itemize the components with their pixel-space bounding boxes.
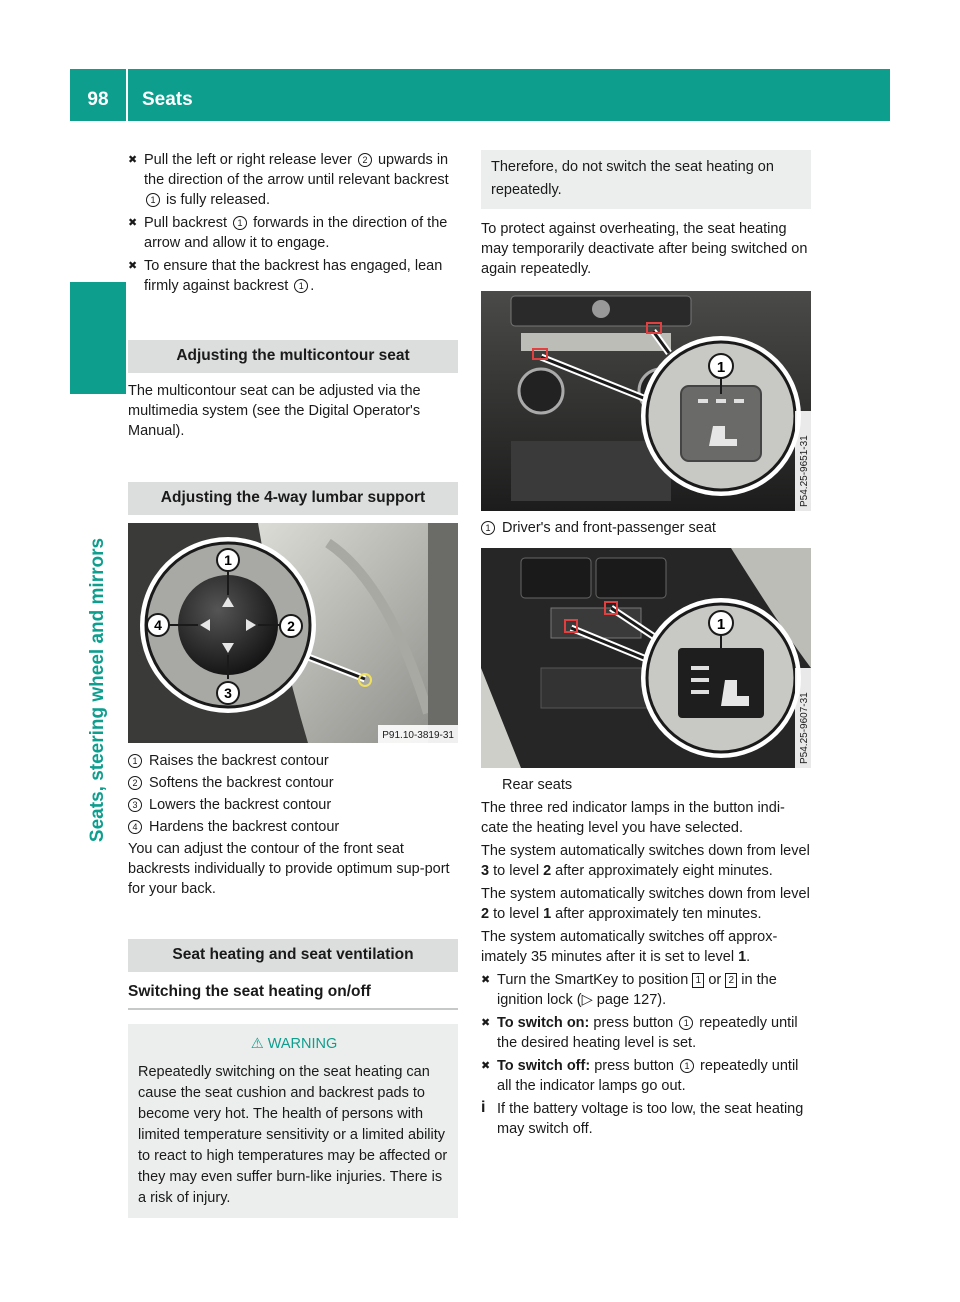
- section-sidebar-title: Seats, steering wheel and mirrors: [87, 537, 108, 843]
- header-divider: [126, 69, 128, 121]
- section-heading-lumbar: Adjusting the 4-way lumbar support: [128, 482, 458, 515]
- instruction-step: ✖ To switch off: press button 1 repeatedly until all the indicator lamps go out.: [481, 1058, 799, 1094]
- subheading-heating: Switching the seat heating on/off: [128, 982, 458, 1010]
- legend-item: 3 Lowers the backrest contour: [128, 795, 458, 815]
- instruction-step: ✖ To ensure that the backrest has engaged, lean firmly against backrest 1 .: [128, 258, 443, 294]
- warning-triangle-icon: ⚠: [250, 1036, 268, 1052]
- callout-1: 1: [233, 216, 247, 230]
- callout-label-1: 1: [224, 552, 232, 568]
- instruction-step: ✖ Turn the SmartKey to position 1 or 2 in the ignition lock (▷ page 127).: [481, 972, 777, 1008]
- instruction-step: ✖ To switch on: press button 1 repeatedly until the desired heating level is set.: [481, 1015, 798, 1051]
- step-arrow-icon: ✖: [481, 1017, 491, 1029]
- front-seat-heating-photo: [481, 291, 811, 511]
- page-number: 98: [87, 89, 109, 110]
- warning-box: [128, 1024, 458, 1218]
- step-arrow-icon: ✖: [128, 260, 138, 272]
- page-title: Seats: [142, 89, 193, 110]
- right-column: [481, 150, 811, 1142]
- callout-label-2: 2: [287, 618, 295, 634]
- legend-item: 1 Driver's and front-passenger seat: [481, 518, 811, 538]
- info-note: i If the battery voltage is too low, the seat heating may switch off.: [481, 1099, 804, 1137]
- step-arrow-icon: ✖: [128, 217, 138, 229]
- key-position-2: 2: [725, 973, 737, 988]
- callout-label-3: 3: [224, 685, 232, 701]
- section-heading-heating: Seat heating and seat ventilation: [128, 939, 458, 972]
- left-column: [128, 150, 458, 1218]
- lumbar-support-photo: [128, 523, 458, 743]
- callout-1: 1: [680, 1059, 694, 1073]
- callout-label-4: 4: [154, 617, 162, 633]
- callout-1: 1: [146, 193, 160, 207]
- instruction-step: ✖ Pull backrest 1 forwards in the direction of the arrow and allow it to engage.: [128, 215, 448, 251]
- image-code: P54.25-9651-31: [799, 435, 810, 507]
- multicontour-text: The multicontour seat can be adjusted via the multimedia system (see the Digital Operator's Manual).: [128, 383, 421, 439]
- callout-label-1: 1: [716, 359, 726, 376]
- callout-1: 1: [294, 279, 308, 293]
- instruction-step: ✖ Pull the left or right release lever 2 upwards in the direction of the arrow until relevant backrest 1 is fully released.: [128, 152, 449, 208]
- indicator-text: The three red indicator lamps in the button indi-cate the heating level you have selected.: [481, 800, 785, 836]
- image-code: P91.10-3819-31: [382, 730, 454, 741]
- section-tab: [70, 282, 126, 394]
- step-arrow-icon: ✖: [128, 154, 138, 166]
- warning-box-continued: Therefore, do not switch the seat heating on repeatedly.: [481, 150, 811, 209]
- step-arrow-icon: ✖: [481, 974, 491, 986]
- page-ref-arrow-icon: ▷: [581, 992, 593, 1008]
- image-code: P54.25-9607-31: [799, 692, 810, 764]
- protect-text: To protect against overheating, the seat heating may temporarily deactivate after being switched on again repeatedly.: [481, 221, 808, 277]
- legend-item: 1 Raises the backrest contour: [128, 751, 458, 771]
- callout-label-1: 1: [716, 616, 726, 633]
- legend-item: 2 Softens the backrest contour: [128, 773, 458, 793]
- step-arrow-icon: ✖: [481, 1060, 491, 1072]
- warning-title: ⚠ WARNING: [250, 1036, 338, 1052]
- section-heading-multicontour: Adjusting the multicontour seat: [128, 340, 458, 373]
- callout-2: 2: [358, 153, 372, 167]
- legend-item: 4 Hardens the backrest contour: [128, 817, 458, 837]
- callout-1: 1: [679, 1016, 693, 1030]
- page-header: [70, 69, 890, 121]
- level-text-1: The system automatically switches down from level 3 to level 2 after approximately eight minutes.: [481, 843, 810, 879]
- lumbar-text: You can adjust the contour of the front seat backrests individually to provide optimum sup-port for your back.: [128, 841, 450, 897]
- info-icon: i: [481, 1099, 486, 1116]
- level-text-3: The system automatically switches off approx-imately 35 minutes after it is set to level 1.: [481, 929, 778, 965]
- key-position-1: 1: [692, 973, 704, 988]
- rear-seats-legend: Rear seats: [502, 777, 573, 793]
- warning-text: Repeatedly switching on the seat heating can cause the seat cushion and backrest pads to become very hot. The health of persons with limited temperature sensitivity or a limited ability to react to high temperatures may be affected or they may even suffer burn-like injuries. There is a risk of injury.: [138, 1064, 448, 1206]
- rear-seat-heating-photo: [481, 548, 811, 768]
- level-text-2: The system automatically switches down from level 2 to level 1 after approximately ten minutes.: [481, 886, 810, 922]
